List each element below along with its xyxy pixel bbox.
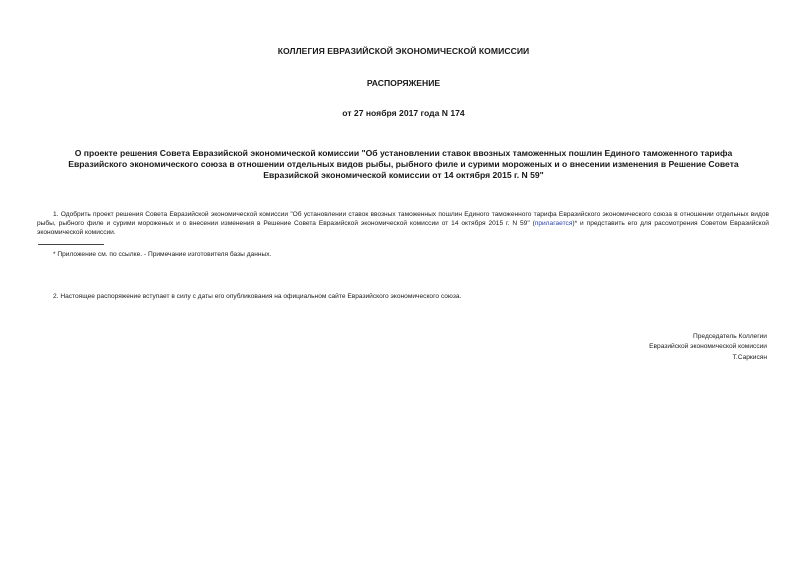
paragraph-1-text: 1. Одобрить проект решения Совета Евразийской экономической комиссии "Об установлении ставок ввозных таможенных пошлин Единого таможенного тарифа Евразийского экономического союза в отношении отдельных видов рыбы, рыбного филе и сурими мороженых и о внесении изменения в Решение Совета Евразийской экономической комиссии от 14 октября 2015 г. N 59" ( <box>37 211 769 228</box>
organization-heading: КОЛЛЕГИЯ ЕВРАЗИЙСКОЙ ЭКОНОМИЧЕСКОЙ КОМИССИИ <box>277 46 530 56</box>
document-date-number: от 27 ноября 2017 года N 174 <box>342 108 465 118</box>
signature-name: Т.Саркисян <box>732 353 767 361</box>
paragraph-2: 2. Настоящее распоряжение вступает в силу с даты его опубликования на официальном сайте Евразийского экономического союза. <box>53 293 462 300</box>
document-title: О проекте решения Совета Евразийской экономической комиссии "Об установлении ставок ввозных таможенных пошлин Единого таможенного тарифа Евразийского экономического союза в отношении отдельных видов рыбы, рыбного филе и сурими мороженых и о внесении изменения в Решение Совета Евразийской экономической комиссии от 14 октября 2015 г. N 59" <box>68 148 739 181</box>
document-type-heading: РАСПОРЯЖЕНИЕ <box>366 78 441 88</box>
paragraph-1 <box>37 210 769 238</box>
signature-title: Председатель Коллегии <box>693 333 767 340</box>
signature-organization: Евразийской экономической комиссии <box>649 343 767 351</box>
signature-block <box>649 332 767 363</box>
attachment-link[interactable]: прилагается <box>534 220 573 228</box>
paragraph-1-tail: )* и представить его для рассмотрения Советом Евразийской экономической комиссии. <box>37 220 769 237</box>
footnote-divider <box>38 244 104 245</box>
footnote: * Приложение см. по ссылке. - Примечание изготовителя базы данных. <box>53 251 272 258</box>
